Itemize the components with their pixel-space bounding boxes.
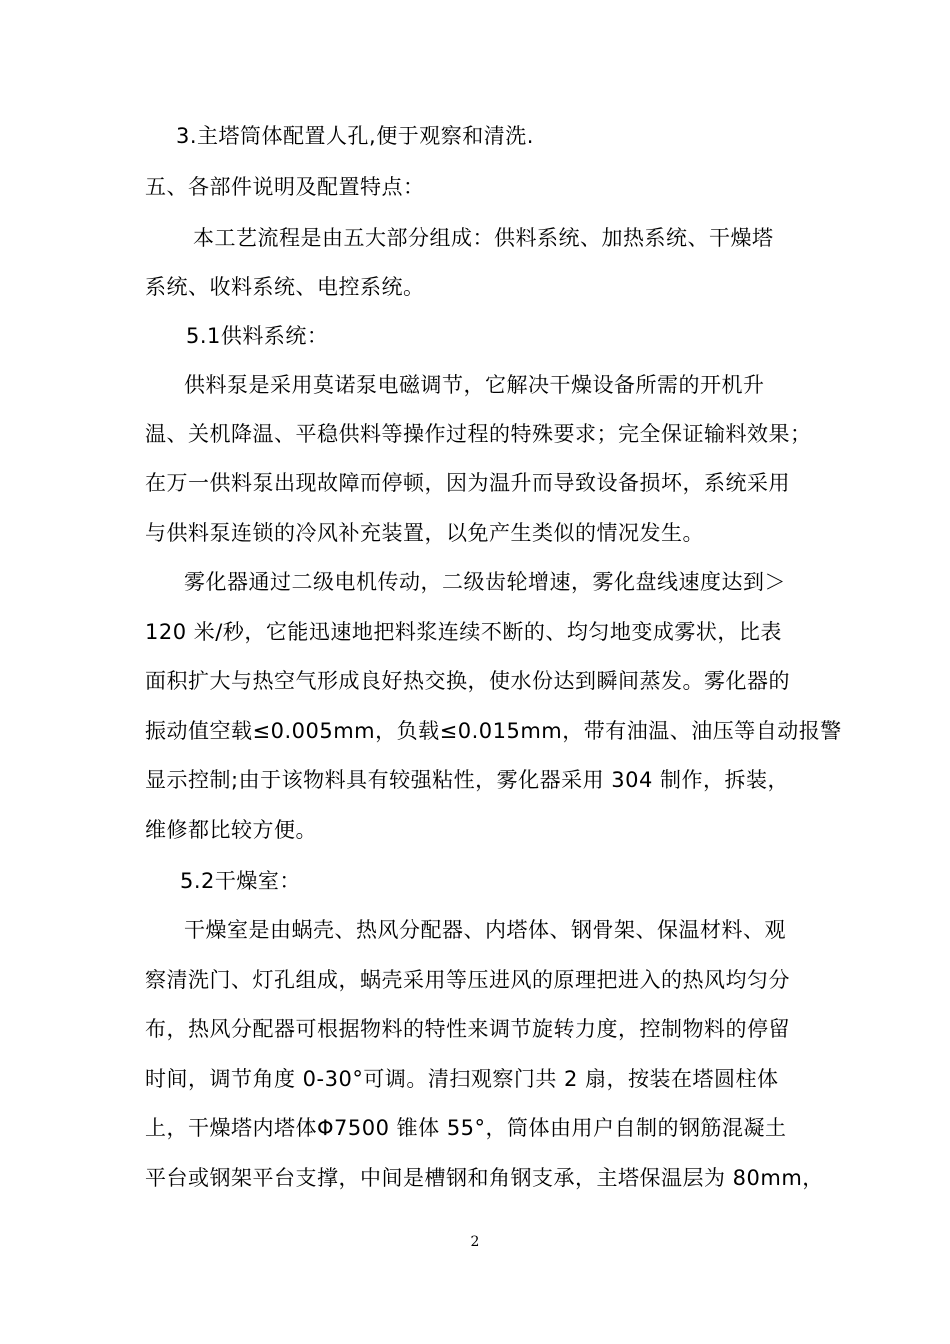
paragraph-line: 在万一供料泵出现故障而停顿，因为温升而导致设备损坏，系统采用	[145, 471, 790, 495]
paragraph-line: 维修都比较方便。	[145, 818, 317, 842]
paragraph-line: 时间，调节角度 0-30°可调。清扫观察门共 2 扇，按装在塔圆柱体	[145, 1067, 779, 1091]
paragraph-line: 系统、收料系统、电控系统。	[145, 275, 425, 299]
paragraph-line: 本工艺流程是由五大部分组成：供料系统、加热系统、干燥塔	[193, 226, 774, 250]
paragraph-line: 面积扩大与热空气形成良好热交换，使水份达到瞬间蒸发。雾化器的	[145, 669, 790, 693]
page-number: 2	[470, 1234, 480, 1250]
paragraph-line: 雾化器通过二级电机传动，二级齿轮增速，雾化盘线速度达到＞	[184, 570, 786, 594]
subheading-feed-system: 5.1供料系统：	[186, 324, 329, 348]
paragraph-line: 显示控制;由于该物料具有较强粘性，雾化器采用 304 制作，拆装，	[145, 768, 790, 792]
text-line-manhole: 3.主塔筒体配置人孔,便于观察和清洗.	[176, 124, 534, 148]
paragraph-line: 供料泵是采用莫诺泵电磁调节，它解决干燥设备所需的开机升	[184, 373, 765, 397]
paragraph-line: 上，干燥塔内塔体Φ7500 锥体 55°，筒体由用户自制的钢筋混凝土	[145, 1116, 787, 1140]
paragraph-line: 与供料泵连锁的冷风补充装置，以免产生类似的情况发生。	[145, 521, 704, 545]
subheading-drying-chamber: 5.2干燥室：	[180, 869, 301, 893]
paragraph-line: 振动值空载≤0.005mm，负载≤0.015mm，带有油温、油压等自动报警	[145, 719, 842, 743]
section-heading-components: 五、各部件说明及配置特点：	[145, 175, 425, 199]
paragraph-line: 干燥室是由蜗壳、热风分配器、内塔体、钢骨架、保温材料、观	[184, 918, 786, 942]
paragraph-line: 温、关机降温、平稳供料等操作过程的特殊要求；完全保证输料效果；	[145, 422, 812, 446]
paragraph-line: 察清洗门、灯孔组成，蜗壳采用等压进风的原理把进入的热风均匀分	[145, 968, 790, 992]
paragraph-line: 120 米/秒，它能迅速地把料浆连续不断的、均匀地变成雾状，比表	[145, 620, 782, 644]
paragraph-line: 平台或钢架平台支撑，中间是槽钢和角钢支承，主塔保温层为 80mm，	[145, 1166, 824, 1190]
paragraph-line: 布，热风分配器可根据物料的特性来调节旋转力度，控制物料的停留	[145, 1017, 790, 1041]
